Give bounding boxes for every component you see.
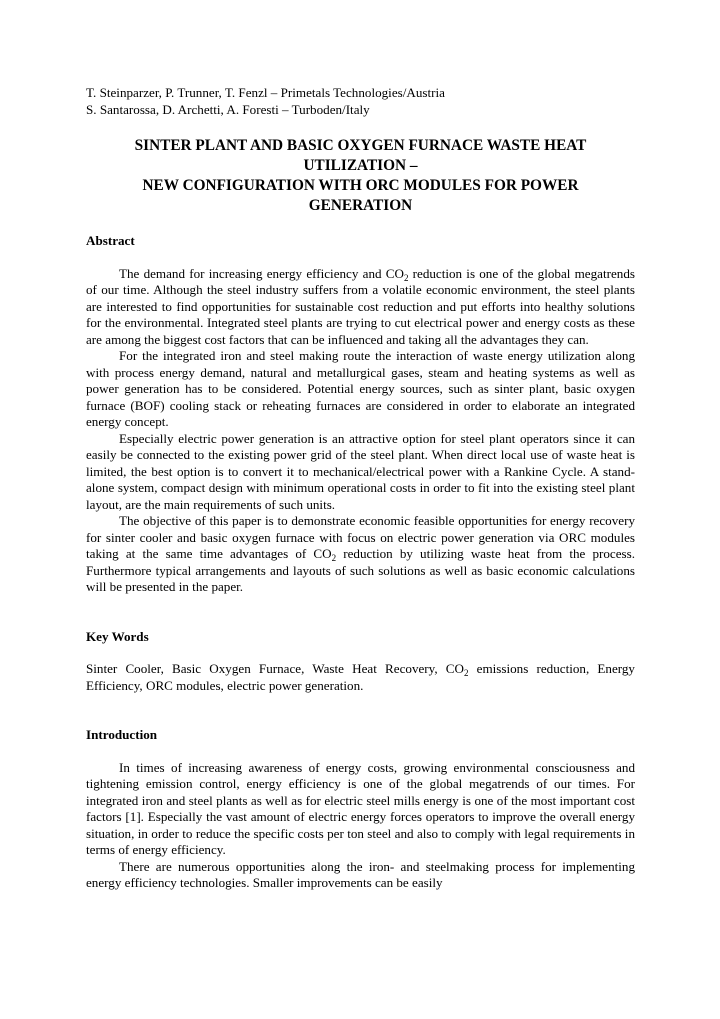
introduction-paragraph: There are numerous opportunities along the iron- and steelmaking process for implementing energy efficiency technologies. Smaller improvements can be easily xyxy=(86,858,635,890)
paper-title xyxy=(86,136,635,216)
introduction-body xyxy=(86,760,635,892)
title-line: SINTER PLANT AND BASIC OXYGEN FURNACE WASTE HEAT xyxy=(134,137,587,154)
abstract-body xyxy=(86,266,635,596)
abstract-paragraph: Especially electric power generation is an attractive option for steel plant operators since it can easily be connected to the existing power grid of the steel plant. When direct local use of waste heat is limited, the best option is to convert it to mechanical/electrical power with a Rankine Cycle. A stand-alone system, compact design with minimum operational costs in order to fit into the existing steel plant layout, are the main requirements of such units. xyxy=(86,430,635,512)
introduction-heading: Introduction xyxy=(86,727,158,742)
keywords-text: Sinter Cooler, Basic Oxygen Furnace, Waste Heat Recovery, $CO_2$ emissions reduction, Energy Efficiency, ORC modules, electric power generation. xyxy=(86,661,635,693)
abstract-paragraph: For the integrated iron and steel making route the interaction of waste energy utilization along with process energy demand, natural and metallurgical gases, steam and heating systems as well as power generation has to be considered. Potential energy sources, such as sinter plant, basic oxygen furnace (BOF) cooling stack or reheating furnaces are considered in order to elaborate an integrated energy concept. xyxy=(86,348,635,429)
paper-page xyxy=(86,85,635,892)
author-block xyxy=(86,85,635,118)
keywords-heading: Key Words xyxy=(86,628,149,644)
abstract-paragraph: The objective of this paper is to demonstrate economic feasible opportunities for energy recovery for sinter cooler and basic oxygen furnace with focus on electric power generation via ORC modules taking at the same time advantages of $CO_2$ reduction by utilizing waste heat from the process. Furthermore typical arrangements and layouts of such solutions as well as basic economic calculations will be presented in the paper. xyxy=(86,513,635,594)
title-line: NEW CONFIGURATION WITH ORC MODULES FOR POWER xyxy=(142,177,579,194)
keywords-body xyxy=(86,661,635,694)
author-line: S. Santarossa, D. Archetti, A. Foresti – Turboden/Italy xyxy=(86,101,370,117)
introduction-paragraph: In times of increasing awareness of energy costs, growing environmental consciousness and tightening emission control, energy efficiency is one of the global megatrends of our times. For integrated iron and steel plants as well as for electric steel mills energy is one of the most important cost factors [1]. Especially the vast amount of electric energy forces operators to improve the overall energy situation, in order to reduce the specific costs per ton steel and also to comply with legal requirements in terms of energy efficiency. xyxy=(86,759,635,857)
abstract-paragraph: The demand for increasing energy efficiency and $CO_2$ reduction is one of the global megatrends of our time. Although the steel industry suffers from a volatile economic environment, the steel plants are interested to find opportunities for sustainable cost reduction and put efforts into healthy solutions for the environmental. Integrated steel plants are trying to cut electrical power and energy costs as these are among the biggest cost factors that can be influenced and taking all the advantages they can. xyxy=(86,265,635,347)
title-line: GENERATION xyxy=(308,197,413,214)
title-line: UTILIZATION – xyxy=(303,157,418,174)
author-line: T. Steinparzer, P. Trunner, T. Fenzl – Primetals Technologies/Austria xyxy=(86,85,445,100)
abstract-heading: Abstract xyxy=(86,233,135,248)
